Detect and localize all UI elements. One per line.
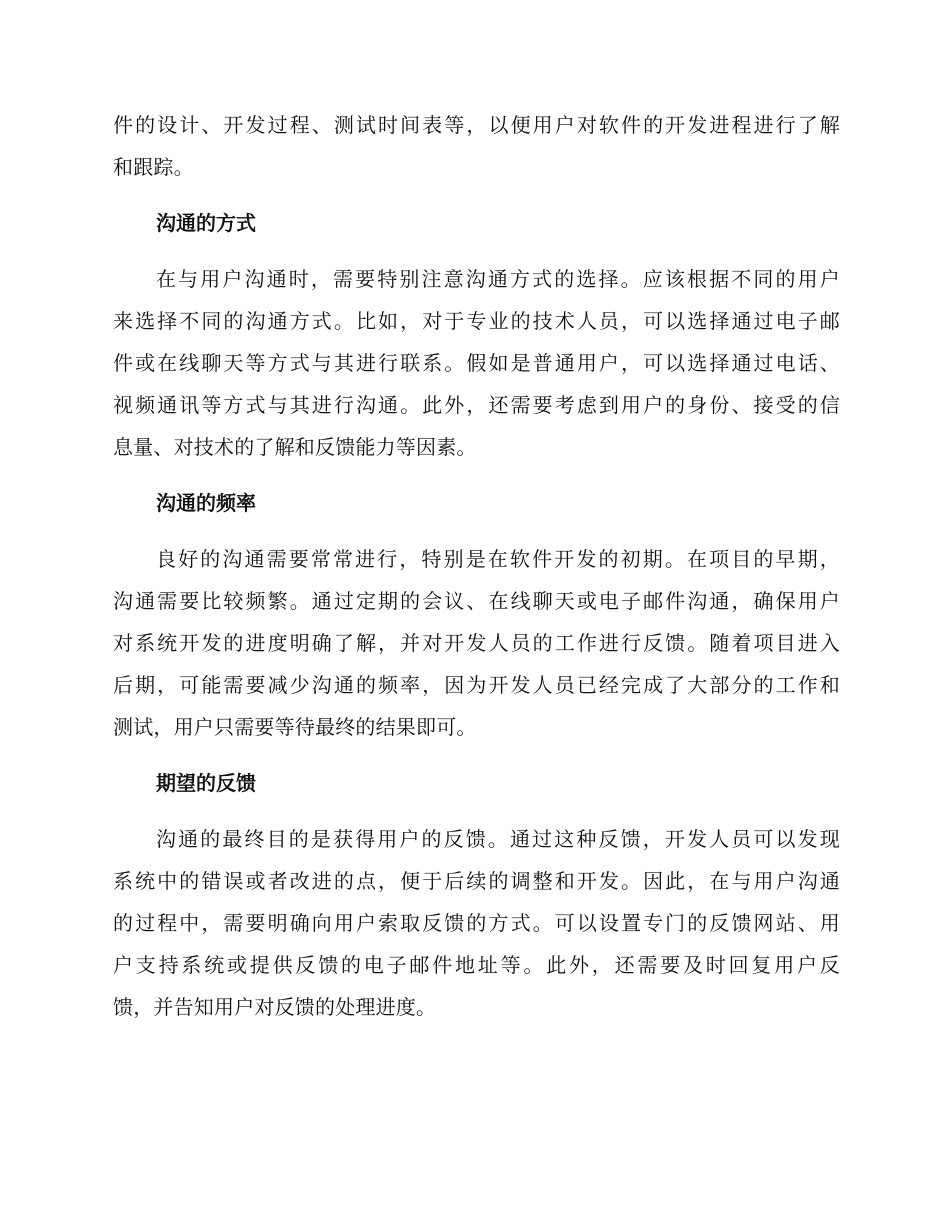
section-heading: 沟通的频率: [156, 491, 256, 515]
paragraph-line: 系统中的错误或者改进的点，便于后续的调整和开发。因此，在与用户沟通: [113, 869, 840, 893]
paragraph-line: 在与用户沟通时，需要特别注意沟通方式的选择。应该根据不同的用户: [156, 267, 840, 291]
section-communication-frequency: [113, 482, 840, 748]
document-page: [113, 104, 840, 1028]
paragraph-line: 和跟踪。: [113, 155, 194, 179]
paragraph-line: 沟通的最终目的是获得用户的反馈。通过这种反馈，开发人员可以发现: [156, 827, 840, 851]
paragraph-line: 息量、对技术的了解和反馈能力等因素。: [113, 435, 477, 459]
paragraph-line: 的过程中，需要明确向用户索取反馈的方式。可以设置专门的反馈网站、用: [113, 911, 840, 935]
section-paragraph: [113, 818, 840, 1028]
section-paragraph: [113, 258, 840, 468]
intro-paragraph: [113, 104, 840, 188]
paragraph-line: 件或在线聊天等方式与其进行联系。假如是普通用户，可以选择通过电话、: [113, 351, 840, 375]
paragraph-line: 后期，可能需要减少沟通的频率，因为开发人员已经完成了大部分的工作和: [113, 673, 840, 697]
paragraph-line: 良好的沟通需要常常进行，特别是在软件开发的初期。在项目的早期，: [156, 547, 840, 571]
paragraph-line: 件的设计、开发过程、测试时间表等，以便用户对软件的开发进程进行了解: [113, 113, 840, 137]
paragraph-line: 来选择不同的沟通方式。比如，对于专业的技术人员，可以选择通过电子邮: [113, 309, 840, 333]
paragraph-line: 对系统开发的进度明确了解，并对开发人员的工作进行反馈。随着项目进入: [113, 631, 840, 655]
section-heading: 期望的反馈: [156, 771, 256, 795]
paragraph-line: 馈，并告知用户对反馈的处理进度。: [113, 995, 437, 1019]
section-paragraph: [113, 538, 840, 748]
section-communication-method: [113, 202, 840, 468]
section-heading: 沟通的方式: [156, 211, 256, 235]
paragraph-line: 沟通需要比较频繁。通过定期的会议、在线聊天或电子邮件沟通，确保用户: [113, 589, 840, 613]
paragraph-line: 户支持系统或提供反馈的电子邮件地址等。此外，还需要及时回复用户反: [113, 953, 840, 977]
section-expected-feedback: [113, 762, 840, 1028]
paragraph-line: 测试，用户只需要等待最终的结果即可。: [113, 715, 477, 739]
paragraph-line: 视频通讯等方式与其进行沟通。此外，还需要考虑到用户的身份、接受的信: [113, 393, 840, 417]
